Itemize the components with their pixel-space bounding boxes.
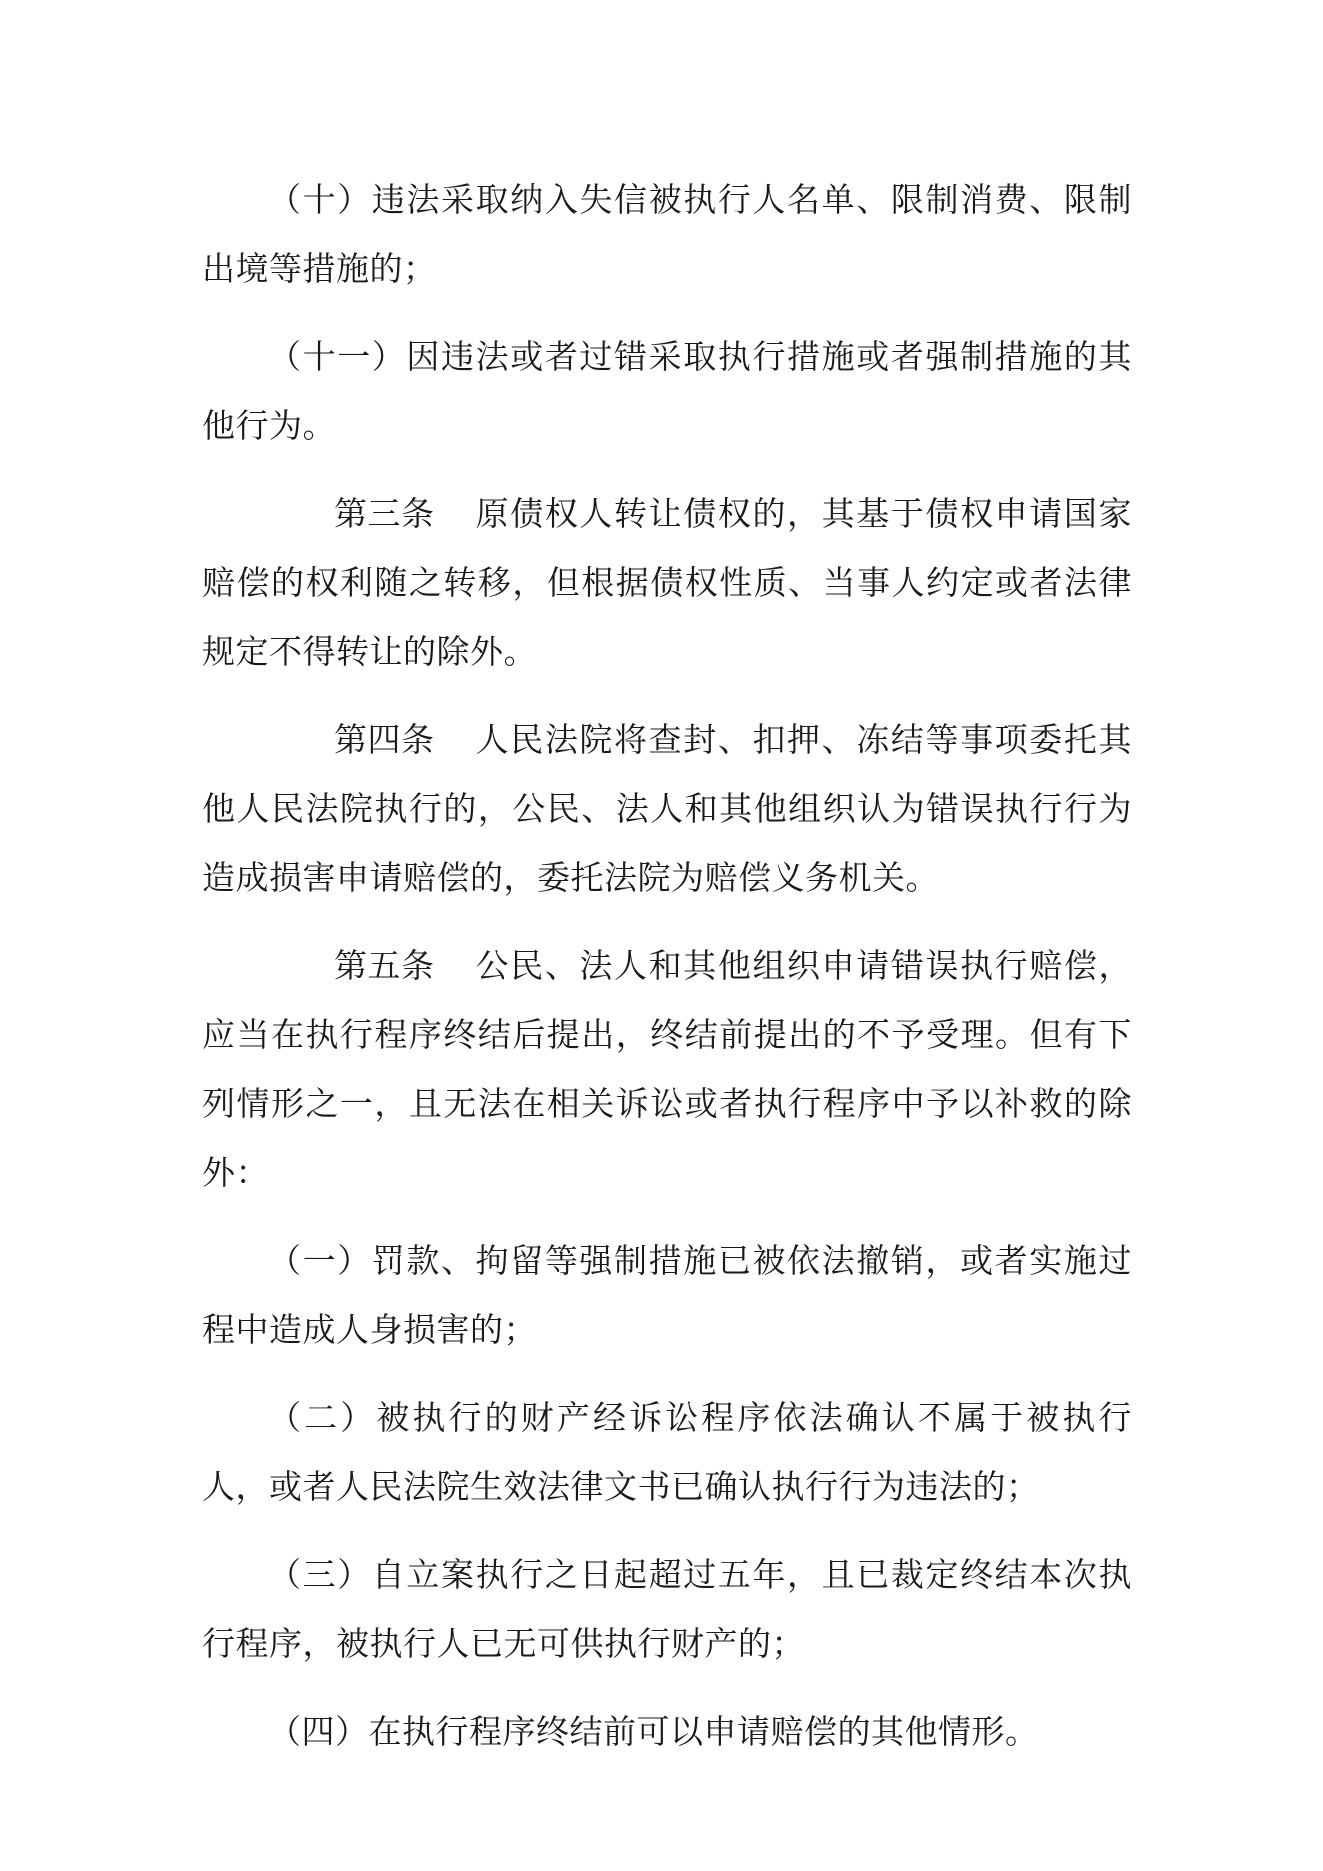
article-5-text: 公民、法人和其他组织申请错误执行赔偿，应当在执行程序终结后提出，终结前提出的不予受理。但有下列情形之一，且无法在相关诉讼或者执行程序中予以补救的除外：: [202, 946, 1132, 1192]
item-10-text: （十）违法采取纳入失信被执行人名单、限制消费、限制出境等措施的；: [202, 180, 1132, 288]
art5-item-4-paragraph: [202, 1697, 1132, 1766]
art5-item-1-text: （一）罚款、拘留等强制措施已被依法撤销，或者实施过程中造成人身损害的；: [202, 1241, 1132, 1349]
article-4-paragraph: [202, 705, 1132, 912]
article-5-paragraph: [202, 931, 1132, 1207]
art5-item-4-text: （四）在执行程序终结前可以申请赔偿的其他情形。: [268, 1712, 1039, 1751]
item-10-paragraph: [202, 165, 1132, 303]
art5-item-3-paragraph: [202, 1540, 1132, 1678]
article-5-number: 第五条: [334, 946, 435, 985]
item-11-text: （十一）因违法或者过错采取执行措施或者强制措施的其他行为。: [202, 337, 1132, 445]
article-4-text: 人民法院将查封、扣押、冻结等事项委托其他人民法院执行的，公民、法人和其他组织认为错误执行行为造成损害申请赔偿的，委托法院为赔偿义务机关。: [202, 720, 1132, 897]
item-11-paragraph: [202, 322, 1132, 460]
art5-item-2-text: （二）被执行的财产经诉讼程序依法确认不属于被执行人，或者人民法院生效法律文书已确认执行行为违法的；: [202, 1398, 1132, 1506]
article-3-text: 原债权人转让债权的，其基于债权申请国家赔偿的权利随之转移，但根据债权性质、当事人约定或者法律规定不得转让的除外。: [202, 494, 1132, 671]
article-3-paragraph: [202, 479, 1132, 686]
art5-item-2-paragraph: [202, 1383, 1132, 1521]
article-4-number: 第四条: [334, 720, 435, 759]
art5-item-1-paragraph: [202, 1226, 1132, 1364]
article-3-number: 第三条: [334, 494, 435, 533]
document-body: [202, 165, 1132, 1785]
art5-item-3-text: （三）自立案执行之日起超过五年，且已裁定终结本次执行程序，被执行人已无可供执行财产的；: [202, 1555, 1132, 1663]
